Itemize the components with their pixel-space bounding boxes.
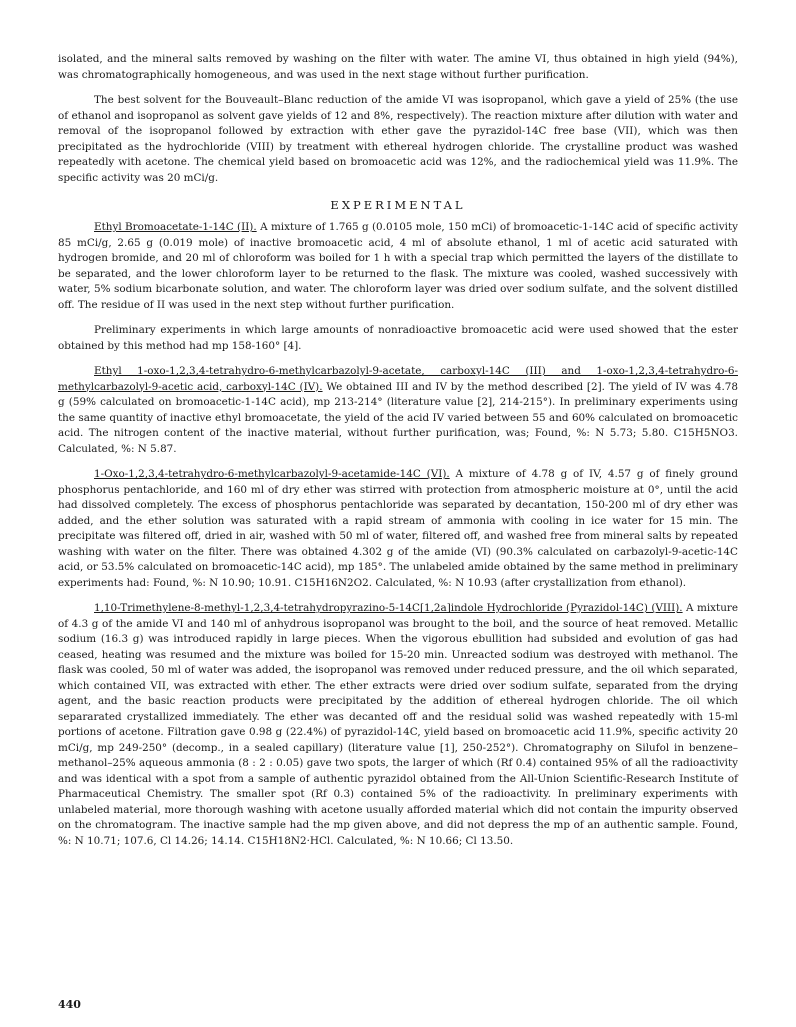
section3-body: A mixture of 4.78 g of IV, 4.57 g of finely ground phosphorus pentachloride, and 160 ml of dry ether was stirred with protection from atmospheric moisture at 0°, until the acid had dissolved completely. The excess of phosphorus pentachloride was separated by decantation, 150-200 ml of dry ether was added, and the ether solution was saturated with a rapid stream of ammonia with cooling in ice water for 15 min. The precipitate was filtered off, dried in air, washed with 50 ml of water, filtered off, and washed free from mineral salts by repeated washing with water on the filter. There was obtained 4.302 g of the amide (VI) (90.3% calculated on carbazolyl-9-acetic-14C acid, or 53.5% calculated on bromoacetic-14C acid), mp 185°. The unlabeled amide obtained by the same method in preliminary experiments had: Found, %: N 10.90; 10.91. C15H16N2O2. Calculated, %: N 10.93 (after crystallization from ethanol).: [58, 468, 738, 589]
section-heading-experimental: EXPERIMENTAL: [330, 198, 466, 212]
paragraph-section1: [58, 220, 738, 313]
section3-title: 1-Oxo-1,2,3,4-tetrahydro-6-methylcarbazolyl-9-acetamide-14C (VI).: [94, 468, 450, 480]
section1-title: Ethyl Bromoacetate-1-14C (II).: [94, 221, 257, 233]
paragraph-section2: [58, 364, 738, 457]
section2-title: Ethyl 1-oxo-1,2,3,4-tetrahydro-6-methylcarbazolyl-9-acetate, carboxyl-14C (III) and 1-oxo-1,2,3,4-tetrahydro-6-methylcarbazolyl-9-acetic acid, carboxyl-14C (IV).: [58, 365, 738, 393]
paragraph-section4: [58, 601, 738, 849]
section2-body: We obtained III and IV by the method described [2]. The yield of IV was 4.78 g (59% calculated on bromoacetic-1-14C acid), mp 213-214° (literature value [2], 214-215°). In preliminary experiments using the same quantity of inactive ethyl bromoacetate, the yield of the acid IV varied between 55 and 60% calculated on bromoacetic acid. The nitrogen content of the inactive material, without further purification, was; Found, %: N 5.73; 5.80. C15H5NO3. Calculated, %: N 5.87.: [58, 380, 738, 455]
paragraph-reduction: The best solvent for the Bouveault–Blanc reduction of the amide VI was isopropanol, which gave a yield of 25% (the use of ethanol and isopropanol as solvent gave yields of 12 and 8%, respectively). The reaction mixture after dilution with water and removal of the isopropanol followed by extraction with ether gave the pyrazidol-14C free base (VII), which was then precipitated as the hydrochloride (VIII) by treatment with ethereal hydrogen chloride. The crystalline product was washed repeatedly with acetone. The chemical yield based on bromoacetic acid was 12%, and the radiochemical yield was 11.9%. The specific activity was 20 mCi/g.: [58, 94, 738, 184]
paragraph-section1-note: Preliminary experiments in which large amounts of nonradioactive bromoacetic acid were used showed that the ester obtained by this method had mp 158-160° [4].: [58, 324, 738, 352]
paragraph-section3: [58, 467, 738, 591]
section1-body: A mixture of 1.765 g (0.0105 mole, 150 mCi) of bromoacetic-1-14C acid of specific activity 85 mCi/g, 2.65 g (0.019 mole) of inactive bromoacetic acid, 4 ml of absolute ethanol, 1 ml of acetic acid saturated with hydrogen bromide, and 20 ml of chloroform was boiled for 1 h with a special trap which permitted the layers of the distillate to be separated, and the lower chloroform layer to be returned to the flask. The mixture was cooled, washed successively with water, 5% sodium bicarbonate solution, and water. The chloroform layer was dried over sodium sulfate, and the solvent distilled off. The residue of II was used in the next step without further purification.: [58, 221, 738, 311]
page-number: 440: [58, 998, 81, 1011]
section4-body: A mixture of 4.3 g of the amide VI and 140 ml of anhydrous isopropanol was brought to the boil, and the source of heat removed. Metallic sodium (16.3 g) was introduced rapidly in large pieces. When the vigorous ebullition had subsided and evolution of gas had ceased, heating was resumed and the mixture was boiled for 15-20 min. Unreacted sodium was destroyed with methanol. The flask was cooled, 50 ml of water was added, the isopropanol was removed under reduced pressure, and the oil which separated, which contained VII, was extracted with ether. The ether extracts were dried over sodium sulfate, separated from the drying agent, and the basic reaction products were precipitated by the addition of ethereal hydrogen chloride. The oil which separarated crystallized immediately. The ether was decanted off and the residual solid was washed repeatedly with 15-ml portions of acetone. Filtration gave 0.98 g (22.4%) of pyrazidol-14C, yield based on bromoacetic acid 11.9%, specific activity 20 mCi/g, mp 249-250° (decomp., in a sealed capillary) (literature value [1], 250-252°). Chromatography on Silufol in benzene–methanol–25% aqueous ammonia (8 : 2 : 0.05) gave two spots, the larger of which (Rf 0.4) contained 95% of all the radioactivity and was identical with a spot from a sample of authentic pyrazidol obtained from the All-Union Scientific-Research Institute of Pharmaceutical Chemistry. The smaller spot (Rf 0.3) contained 5% of the radioactivity. In preliminary experiments with unlabeled material, more thorough washing with acetone usually afforded material which did not contain the impurity observed on the chromatogram. The inactive sample had the mp given above, and did not depress the mp of an authentic sample. Found, %: N 10.71; 107.6, Cl 14.26; 14.14. C15H18N2·HCl. Calculated, %: N 10.66; Cl 13.50.: [58, 602, 739, 847]
section4-title: 1,10-Trimethylene-8-methyl-1,2,3,4-tetrahydropyrazino-5-14C[1,2a]indole Hydrochloride (Pyrazidol-14C) (VIII).: [94, 602, 683, 614]
paragraph-intro: isolated, and the mineral salts removed by washing on the filter with water. The amine VI, thus obtained in high yield (94%), was chromatographically homogeneous, and was used in the next stage without further purification.: [58, 53, 738, 81]
